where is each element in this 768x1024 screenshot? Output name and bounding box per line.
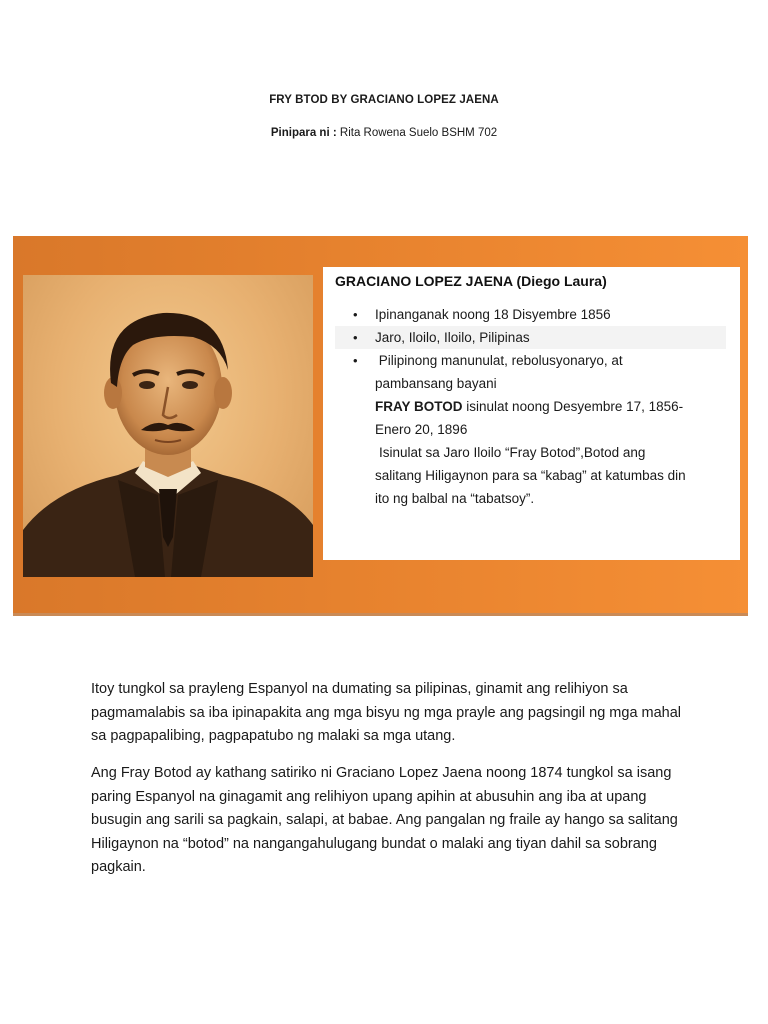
fray-botod-date: isinulat noong Desyembre 17, 1856- [462, 399, 684, 414]
fray-botod-title: FRAY BOTOD [375, 399, 463, 414]
bullet-icon: • [353, 330, 358, 345]
list-item [335, 303, 730, 326]
biography-list [335, 303, 730, 372]
description-paragraph: Ang Fray Botod ay kathang satiriko ni Graciano Lopez Jaena noong 1874 tungkol sa isang paring Espanyol na ginagamit ang relihiyon upang apihin at abusuhin ang iba at upang busugin ang sarili sa pagkain, salapi, at babae. Ang pangalan ng fraile ay hango sa salitang Hiligaynon na “botod” na nangangahulugang bundat o malaki ang tiyan dahil sa sobrang pagkain. [91, 765, 678, 875]
isinulat-line: salitang Hiligaynon para sa “kabag” at katumbas din [375, 468, 686, 483]
summary-paragraph: Itoy tungkol sa prayleng Espanyol na dumating sa pilipinas, ginamit ang relihiyon sa pagmamalabis sa iba ipinapakita ang mga bisyu ng mga prayle ang pagsingil ng mga mahal sa pagpapalibing, pagpapatubo ng malaki sa mga utang. [91, 681, 682, 744]
bullet-icon: • [353, 353, 358, 368]
list-item [335, 326, 726, 349]
list-item-text: Ipinanganak noong 18 Disyembre 1856 [375, 307, 611, 322]
portrait-image [23, 275, 313, 577]
bullet-icon: • [353, 307, 358, 322]
isinulat-line: ito ng balbal na “tabatsoy”. [375, 491, 535, 506]
author-name: Rita Rowena Suelo BSHM 702 [336, 127, 498, 139]
fray-botod-line [335, 395, 730, 418]
fray-botod-date-cont: Enero 20, 1896 [375, 422, 468, 437]
document-author [0, 127, 768, 139]
biography-alias: (Diego Laura) [512, 273, 607, 289]
biography-name: GRACIANO LOPEZ JAENA [335, 273, 513, 289]
biography-heading [335, 273, 730, 289]
author-prefix: Pinipara ni : [270, 127, 337, 139]
list-item [335, 349, 730, 372]
biography-banner [13, 236, 748, 616]
list-item-text: Jaro, Iloilo, Iloilo, Pilipinas [375, 330, 530, 345]
bullet-continuation: pambansang bayani [375, 376, 497, 391]
list-item-text: Pilipinong manunulat, rebolusyonaryo, at [378, 353, 623, 368]
portrait-of-graciano-lopez-jaena-icon [23, 275, 313, 577]
biography-card [323, 267, 740, 560]
document-title: FRY BTOD BY GRACIANO LOPEZ JAENA [269, 94, 499, 106]
isinulat-line: Isinulat sa Jaro Iloilo “Fray Botod”,Botod ang [379, 445, 646, 460]
